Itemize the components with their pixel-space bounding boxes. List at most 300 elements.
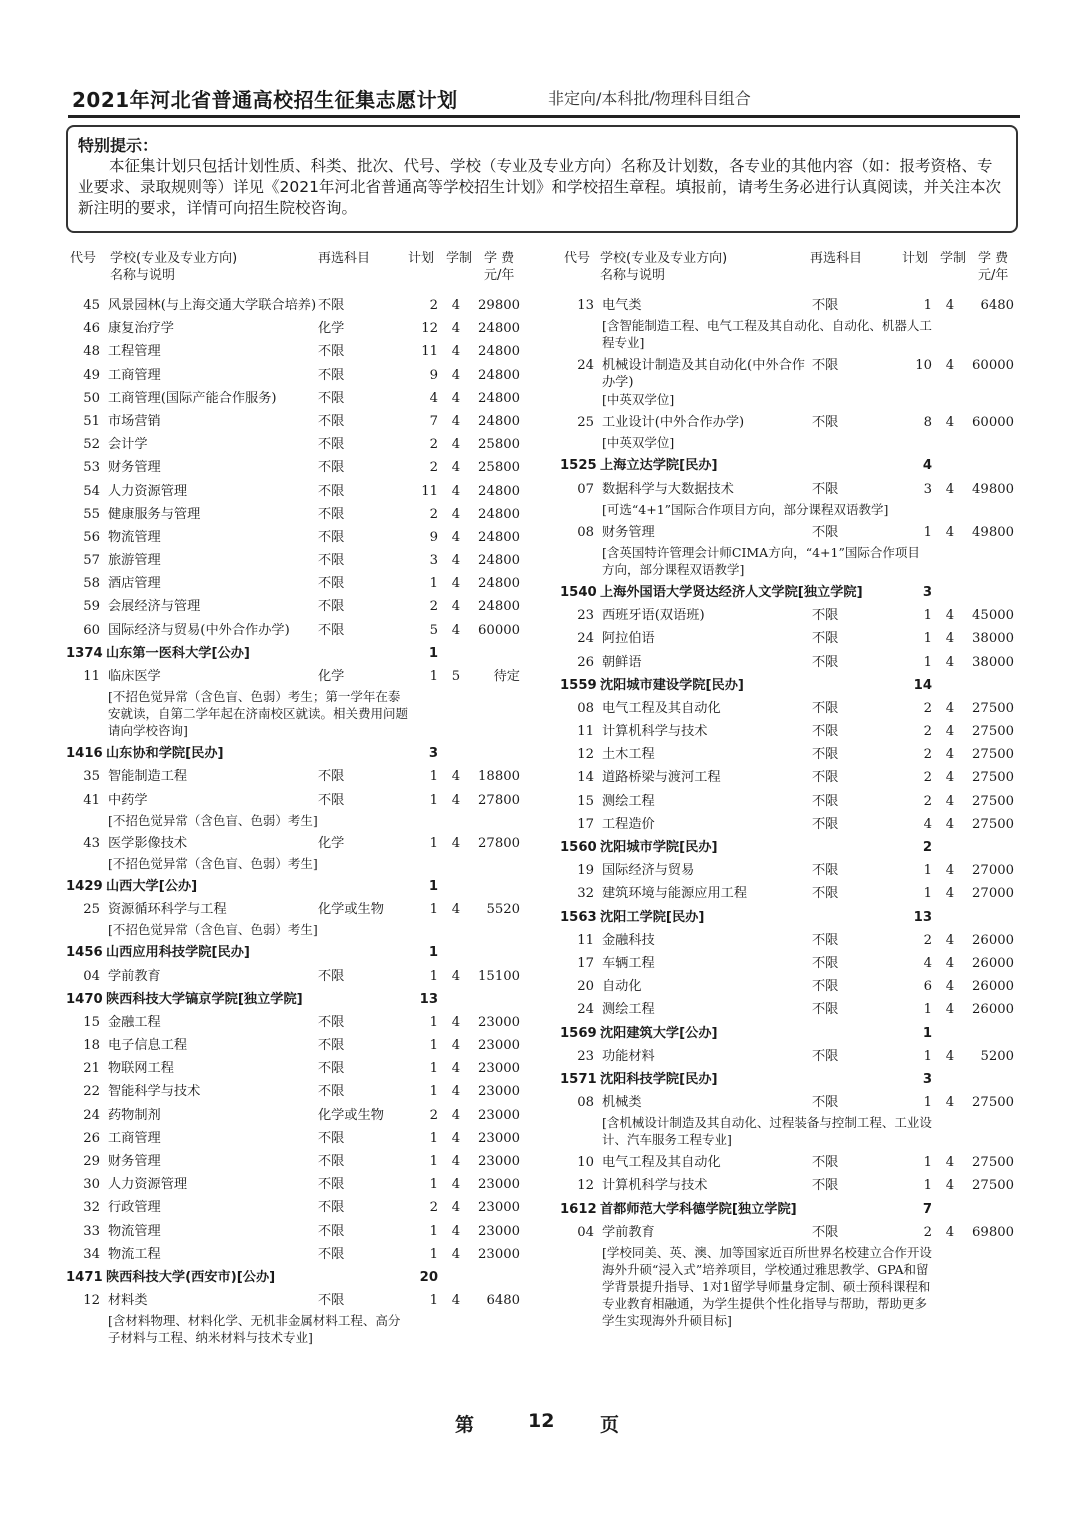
study-years: 4 [451, 599, 461, 615]
major-code: 25 [83, 902, 100, 918]
school-row [66, 988, 536, 1011]
major-row [66, 1034, 536, 1057]
tuition-fee: 23000 [478, 1200, 520, 1216]
tuition-fee: 49800 [972, 481, 1014, 497]
subject-requirement: 不限 [812, 608, 839, 624]
study-years: 4 [945, 700, 955, 716]
school-name: 陕西科技大学镐京学院[独立学院] [106, 991, 303, 1007]
subject-requirement: 不限 [318, 599, 345, 615]
tuition-fee: 24800 [478, 483, 520, 499]
major-code: 24 [577, 1002, 594, 1018]
major-row [66, 572, 536, 595]
tuition-fee: 27500 [972, 1155, 1014, 1171]
major-name: 物联网工程 [108, 1061, 174, 1077]
plan-count: 2 [923, 770, 932, 786]
plan-count: 7 [429, 413, 438, 429]
plan-count: 3 [922, 584, 932, 600]
col-plan: 计划 [902, 251, 929, 266]
plan-count: 3 [923, 481, 932, 497]
study-years: 4 [451, 298, 461, 313]
major-name: 中药学 [108, 792, 148, 808]
school-row [560, 906, 1030, 929]
major-row [66, 1289, 536, 1312]
major-name: 康复治疗学 [108, 321, 174, 337]
page-subtitle: 非定向/本科批/物理科目组合 [548, 89, 751, 108]
subject-requirement: 不限 [318, 367, 345, 383]
tuition-fee: 25800 [478, 460, 520, 476]
study-years: 4 [451, 1246, 461, 1262]
plan-count: 1 [923, 524, 932, 540]
major-row [66, 526, 536, 549]
major-name: 人力资源管理 [108, 483, 188, 499]
major-name: 西班牙语(双语班) [602, 608, 705, 624]
subject-requirement: 不限 [812, 747, 839, 763]
subject-requirement: 不限 [812, 724, 839, 740]
tuition-fee: 27500 [972, 700, 1014, 716]
school-name: 山西应用科技学院[民办] [106, 945, 250, 961]
study-years: 4 [451, 769, 461, 785]
school-code: 1471 [66, 1269, 103, 1285]
study-years: 4 [451, 344, 461, 360]
school-code: 1470 [66, 991, 103, 1007]
plan-count: 9 [429, 367, 438, 383]
subject-requirement: 化学 [318, 321, 345, 337]
footer-di: 第 [455, 1414, 475, 1436]
plan-count: 14 [913, 677, 932, 693]
major-name: 物流管理 [108, 1223, 161, 1239]
major-code: 45 [83, 298, 100, 313]
major-name: 工商管理 [108, 1130, 161, 1146]
major-name: 财务管理 [602, 524, 655, 540]
col-name [600, 250, 727, 284]
plan-count: 2 [923, 932, 932, 948]
plan-count: 2 [923, 1224, 932, 1240]
plan-count: 1 [429, 769, 438, 785]
major-row [66, 294, 536, 317]
subject-requirement: 不限 [812, 1095, 839, 1111]
major-name: 药物制剂 [108, 1107, 161, 1123]
subject-requirement: 不限 [318, 1177, 345, 1193]
tuition-fee: 45000 [972, 608, 1014, 624]
study-years: 4 [451, 835, 461, 851]
major-note: [含机械设计制造及其自动化、过程装备与控制工程、工业设计、汽车服务工程专业] [602, 1115, 932, 1148]
plan-count: 1 [923, 608, 932, 624]
col-years: 学制 [446, 251, 473, 266]
major-code: 08 [577, 524, 594, 540]
page-title: 2021年河北省普通高校招生征集志愿计划 [72, 88, 458, 112]
school-code: 1416 [66, 746, 103, 762]
tuition-fee: 25800 [478, 437, 520, 453]
study-years: 4 [945, 608, 955, 624]
major-row [66, 549, 536, 572]
subject-requirement: 不限 [812, 358, 839, 374]
major-note: [不招色觉异常（含色盲、色弱）考生] [108, 855, 318, 871]
column-header [66, 248, 536, 294]
major-name: 土木工程 [602, 747, 655, 763]
tuition-fee: 26000 [972, 955, 1014, 971]
plan-count: 2 [923, 747, 932, 763]
plan-count: 1 [923, 1002, 932, 1018]
study-years: 4 [451, 321, 461, 337]
plan-count: 2 [922, 840, 932, 855]
study-years: 4 [451, 1223, 461, 1239]
major-note: [可选“4+1”国际合作项目方向，部分课程双语教学] [602, 501, 889, 517]
plan-count: 6 [923, 979, 932, 995]
tuition-fee: 27500 [972, 793, 1014, 809]
tuition-fee: 24800 [478, 529, 520, 545]
plan-count: 1 [923, 654, 932, 670]
major-code: 29 [83, 1154, 100, 1169]
major-name: 工程管理 [108, 344, 161, 360]
major-row [560, 651, 1030, 674]
col-years: 学制 [940, 251, 967, 266]
major-name: 酒店管理 [108, 576, 161, 592]
school-row [66, 875, 536, 898]
major-name: 测绘工程 [602, 1002, 655, 1018]
subject-requirement: 不限 [318, 529, 345, 545]
tuition-fee: 27800 [478, 835, 520, 851]
major-code: 23 [577, 1048, 594, 1064]
major-row [66, 1150, 536, 1173]
major-row [66, 433, 536, 456]
major-note: [学校同美、英、澳、加等国家近百所世界名校建立合作开设海外升硕“浸入式”培养项目，学校通过雅思教学、GPA和留学背景提升指导、1对1留学导师量身定制、硕士预科课程和专业教育相融通，为学生提供个性化指导与帮助，帮助更多学生实现海外升硕目标] [602, 1245, 932, 1328]
plan-count: 11 [421, 483, 438, 499]
major-code: 08 [577, 700, 594, 716]
major-code: 10 [577, 1155, 594, 1171]
study-years: 4 [945, 955, 955, 971]
school-code: 1540 [560, 584, 597, 600]
tuition-fee: 27500 [972, 770, 1014, 786]
major-code: 46 [83, 321, 100, 337]
col-fee [978, 250, 1008, 284]
major-name: 工程造价 [602, 816, 655, 832]
study-years: 4 [451, 413, 461, 429]
col-subject: 再选科目 [810, 251, 863, 266]
subject-requirement: 不限 [812, 631, 839, 647]
major-name: 会计学 [108, 437, 148, 453]
plan-count: 1 [428, 945, 438, 961]
major-name: 道路桥梁与渡河工程 [602, 770, 721, 786]
major-code: 17 [577, 955, 594, 971]
tuition-fee: 27000 [972, 863, 1014, 879]
major-row [66, 1173, 536, 1196]
subject-requirement: 不限 [318, 576, 345, 592]
subject-requirement: 不限 [318, 437, 345, 453]
major-row [66, 1011, 536, 1034]
tuition-fee: 38000 [972, 631, 1014, 647]
tuition-fee: 27500 [972, 747, 1014, 763]
school-name: 上海外国语大学贤达经济人文学院[独立学院] [600, 584, 863, 600]
major-code: 24 [577, 631, 594, 647]
plan-count: 1 [429, 1246, 438, 1262]
col-fee-1: 学 费 [484, 251, 515, 266]
plan-count: 1 [429, 1130, 438, 1146]
major-code: 24 [577, 358, 594, 374]
subject-requirement: 不限 [812, 481, 839, 497]
tuition-fee: 5200 [980, 1048, 1014, 1064]
major-note: [含智能制造工程、电气工程及其自动化、自动化、机器人工程专业] [602, 318, 932, 351]
major-row [66, 789, 536, 812]
plan-count: 1 [923, 1095, 932, 1111]
major-row [560, 790, 1030, 813]
study-years: 4 [451, 390, 461, 406]
tuition-fee: 27500 [972, 1095, 1014, 1111]
plan-count: 9 [429, 529, 438, 545]
major-code: 04 [577, 1224, 594, 1240]
major-name: 智能科学与技术 [108, 1084, 201, 1100]
major-name: 金融科技 [602, 932, 655, 948]
major-name: 工业设计(中外合作办学) [602, 415, 745, 431]
subject-requirement: 不限 [318, 1014, 345, 1030]
major-code: 18 [83, 1038, 100, 1054]
tuition-fee: 18800 [478, 769, 520, 785]
major-row [560, 627, 1030, 650]
plan-count: 13 [419, 991, 438, 1007]
subject-requirement: 不限 [812, 863, 839, 879]
major-code: 12 [577, 747, 594, 763]
major-row [66, 832, 536, 855]
major-row [560, 521, 1030, 544]
plan-count: 2 [429, 506, 438, 522]
major-name: 人力资源管理 [108, 1177, 188, 1193]
study-years: 4 [945, 770, 955, 786]
notice-box [66, 125, 1018, 233]
major-row [66, 898, 536, 921]
major-code: 41 [83, 792, 100, 808]
subject-requirement: 不限 [318, 1293, 345, 1309]
major-row [560, 998, 1030, 1021]
major-name: 资源循环科学与工程 [108, 902, 227, 918]
tuition-fee: 23000 [478, 1130, 520, 1146]
header-rule [68, 115, 1020, 118]
major-row [66, 387, 536, 410]
study-years: 4 [945, 1002, 955, 1018]
plan-count: 2 [429, 1200, 438, 1216]
major-name: 学前教育 [108, 968, 161, 984]
major-code: 55 [83, 506, 100, 522]
study-years: 4 [945, 1178, 955, 1194]
major-note: [含材料物理、材料化学、无机非金属材料工程、高分子材料与工程、纳米材料与技术专业] [108, 1313, 401, 1346]
plan-count: 3 [428, 746, 438, 762]
col-fee-1: 学 费 [978, 251, 1009, 266]
col-name-1: 学校(专业及专业方向) [110, 251, 238, 266]
subject-requirement: 不限 [812, 524, 839, 540]
tuition-fee: 23000 [478, 1107, 520, 1123]
col-name-2: 名称与说明 [600, 268, 666, 283]
major-row [560, 1045, 1030, 1068]
plan-count: 1 [428, 645, 438, 661]
subject-requirement: 不限 [318, 968, 345, 984]
tuition-fee: 24800 [478, 390, 520, 406]
major-code: 23 [577, 608, 594, 624]
major-name: 电气类 [602, 298, 642, 313]
tuition-fee: 24800 [478, 553, 520, 569]
plan-count: 1 [429, 968, 438, 984]
school-name: 沈阳城市建设学院[民办] [600, 677, 744, 693]
tuition-fee: 23000 [478, 1014, 520, 1030]
major-note: [不招色觉异常（含色盲、色弱）考生] [108, 812, 318, 828]
study-years: 4 [945, 631, 955, 647]
study-years: 4 [451, 1084, 461, 1100]
col-fee-2: 元/年 [978, 268, 1009, 283]
major-row [560, 975, 1030, 998]
major-name: 物流工程 [108, 1246, 161, 1262]
major-name: 机械设计制造及其自动化(中外合作办学) [602, 358, 805, 391]
plan-count: 2 [923, 700, 932, 716]
school-name: 沈阳城市学院[民办] [600, 840, 718, 855]
subject-requirement: 不限 [318, 460, 345, 476]
major-code: 08 [577, 1095, 594, 1111]
study-years: 4 [945, 358, 955, 374]
study-years: 4 [945, 524, 955, 540]
major-code: 43 [83, 835, 100, 851]
study-years: 4 [451, 460, 461, 476]
subject-requirement: 不限 [812, 793, 839, 809]
major-name: 机械类 [602, 1095, 642, 1111]
tuition-fee: 27800 [478, 792, 520, 808]
subject-requirement: 不限 [812, 1224, 839, 1240]
study-years: 4 [945, 1155, 955, 1171]
study-years: 4 [945, 1048, 955, 1064]
subject-requirement: 不限 [812, 816, 839, 832]
plan-count: 4 [923, 816, 932, 832]
major-code: 59 [83, 599, 100, 615]
tuition-fee: 27000 [972, 886, 1014, 902]
major-row [66, 1243, 536, 1266]
tuition-fee: 24800 [478, 344, 520, 360]
plan-count: 2 [923, 793, 932, 809]
plan-count: 1 [428, 878, 438, 894]
major-code: 35 [83, 769, 100, 785]
plan-count: 2 [429, 599, 438, 615]
school-name: 沈阳建筑大学[公办] [600, 1025, 718, 1041]
study-years: 4 [451, 437, 461, 453]
major-code: 49 [83, 367, 100, 383]
subject-requirement: 不限 [318, 1246, 345, 1262]
major-code: 32 [577, 886, 594, 902]
major-row [560, 1151, 1030, 1174]
major-code: 30 [83, 1177, 100, 1193]
tuition-fee: 24800 [478, 599, 520, 615]
school-row [560, 836, 1030, 859]
school-code: 1571 [560, 1071, 597, 1087]
major-name: 工商管理 [108, 367, 161, 383]
major-name: 电气工程及其自动化 [602, 1155, 721, 1171]
major-name: 健康服务与管理 [108, 506, 201, 522]
major-row [66, 364, 536, 387]
major-row [560, 1221, 1030, 1244]
tuition-fee: 24800 [478, 321, 520, 337]
major-row [560, 697, 1030, 720]
tuition-fee: 38000 [972, 654, 1014, 670]
study-years: 4 [945, 816, 955, 832]
school-name: 上海立达学院[民办] [600, 458, 718, 474]
major-row [66, 410, 536, 433]
major-row [560, 952, 1030, 975]
subject-requirement: 不限 [318, 1223, 345, 1239]
study-years: 4 [945, 298, 955, 313]
left-table-body [66, 294, 536, 1349]
plan-count: 1 [429, 1223, 438, 1239]
school-code: 1374 [66, 645, 103, 661]
plan-count: 4 [923, 955, 932, 971]
subject-requirement: 不限 [318, 792, 345, 808]
plan-count: 2 [429, 437, 438, 453]
tuition-fee: 待定 [493, 669, 520, 684]
major-row [66, 1127, 536, 1150]
subject-requirement: 不限 [318, 622, 345, 638]
plan-count: 1 [429, 1038, 438, 1054]
major-name: 旅游管理 [108, 553, 161, 569]
major-code: 20 [577, 979, 594, 995]
study-years: 4 [451, 553, 461, 569]
study-years: 4 [451, 968, 461, 984]
major-name: 自动化 [602, 979, 642, 995]
major-name: 智能制造工程 [108, 769, 188, 785]
right-table-body [560, 294, 1030, 1332]
major-row [66, 317, 536, 340]
major-row [66, 1057, 536, 1080]
plan-count: 1 [923, 631, 932, 647]
major-code: 17 [577, 816, 594, 832]
plan-count: 1 [429, 1293, 438, 1309]
major-code: 15 [577, 793, 594, 809]
major-code: 48 [83, 344, 100, 360]
plan-count: 5 [429, 622, 438, 638]
plan-count: 1 [429, 1154, 438, 1169]
school-name: 山东第一医科大学[公办] [106, 645, 250, 661]
major-code: 22 [83, 1084, 100, 1100]
plan-count: 2 [923, 724, 932, 740]
major-code: 11 [83, 669, 100, 684]
subject-requirement: 不限 [812, 654, 839, 670]
col-name [110, 250, 237, 284]
study-years: 5 [451, 669, 461, 684]
major-code: 04 [83, 968, 100, 984]
tuition-fee: 26000 [972, 979, 1014, 995]
major-note: [含英国特许管理会计师CIMA方向，“4+1”国际合作项目方向，部分课程双语教学] [602, 544, 920, 577]
school-name: 沈阳科技学院[民办] [600, 1071, 718, 1087]
footer-ye: 页 [600, 1414, 620, 1436]
major-name: 国际经济与贸易(中外合作办学) [108, 622, 290, 638]
tuition-fee: 24800 [478, 506, 520, 522]
tuition-fee: 23000 [478, 1223, 520, 1239]
major-row [560, 813, 1030, 836]
plan-count: 1 [923, 298, 932, 313]
study-years: 4 [945, 481, 955, 497]
subject-requirement: 不限 [318, 483, 345, 499]
subject-requirement: 不限 [318, 413, 345, 429]
subject-requirement: 不限 [318, 553, 345, 569]
tuition-fee: 27500 [972, 816, 1014, 832]
major-code: 52 [83, 437, 100, 453]
col-plan: 计划 [408, 251, 435, 266]
major-name: 阿拉伯语 [602, 631, 655, 647]
plan-count: 4 [429, 390, 438, 406]
major-note: [不招色觉异常（含色盲、色弱）考生；第一学年在泰安就读，自第二学年起在济南校区就读。相关费用问题请向学校咨询] [108, 689, 409, 739]
major-row [66, 765, 536, 788]
school-code: 1429 [66, 878, 103, 894]
study-years: 4 [945, 932, 955, 948]
column-header [560, 248, 1030, 294]
study-years: 4 [451, 792, 461, 808]
major-row [66, 1104, 536, 1127]
tuition-fee: 69800 [972, 1224, 1014, 1240]
major-row [560, 766, 1030, 789]
major-code: 60 [83, 622, 100, 638]
major-code: 21 [83, 1061, 100, 1077]
major-row [66, 665, 536, 688]
